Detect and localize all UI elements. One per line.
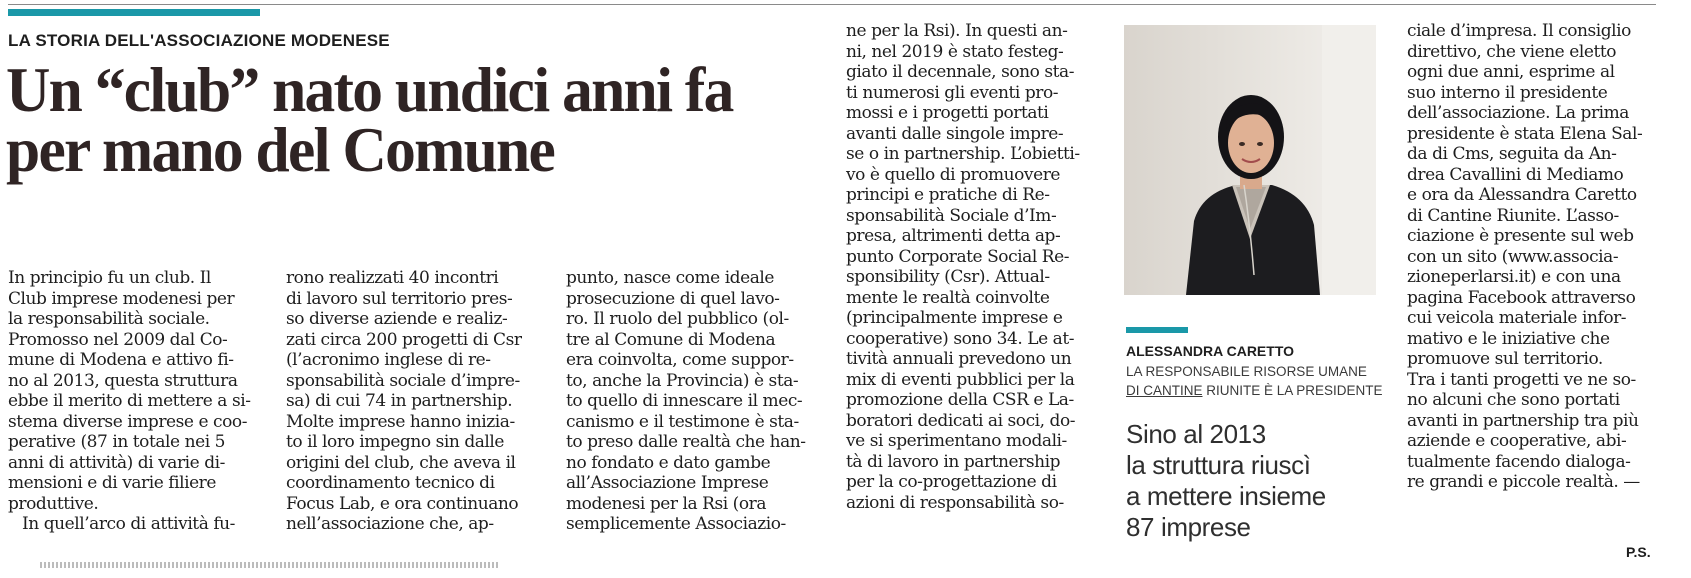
text-line: presidente è stata Elena Sal- bbox=[1407, 123, 1643, 144]
text-line: tività annuali prevedono un bbox=[846, 349, 1072, 369]
text-line: mix di eventi pubblici per la bbox=[846, 369, 1075, 390]
text-line: all’Associazione Imprese bbox=[566, 473, 769, 493]
text-line: per la co-progettazione di bbox=[846, 472, 1057, 492]
text-line: punto, nasce come ideale bbox=[566, 268, 775, 288]
text-line: to, anche la Provincia) è sta- bbox=[566, 370, 799, 391]
text-line: pagina Facebook attraverso bbox=[1407, 287, 1636, 308]
body-column-2 bbox=[286, 268, 522, 535]
text-line: tà di lavoro in partnership bbox=[846, 451, 1061, 472]
text-line: zioneperlarsi.it) e con una bbox=[1407, 267, 1621, 287]
text-line: la responsabilità sociale. bbox=[8, 309, 210, 329]
text-line: ve si sperimentano modali- bbox=[846, 431, 1067, 451]
text-line: mativo e le iniziative che bbox=[1407, 328, 1610, 349]
text-line: zati circa 200 progetti di Csr bbox=[286, 329, 522, 350]
text-line: e ora da Alessandra Caretto bbox=[1407, 185, 1637, 205]
text-line: sponsibility (Csr). Attual- bbox=[846, 267, 1050, 287]
text-line: perative (87 in totale nei 5 bbox=[8, 432, 225, 452]
article-headline bbox=[6, 54, 793, 185]
text-line: direttivo, che viene eletto bbox=[1407, 41, 1617, 62]
text-line: tre al Comune di Modena bbox=[566, 329, 776, 350]
text-line: no al 2013, questa struttura bbox=[8, 370, 238, 391]
text-line: drea Cavallini di Mediamo bbox=[1407, 164, 1624, 185]
text-line: ni, nel 2019 è stato festeg- bbox=[846, 41, 1064, 62]
text-line: to preso dalle realtà che han- bbox=[566, 432, 806, 452]
text-line: ti numerosi gli eventi pro- bbox=[846, 82, 1059, 103]
text-line: era coinvolta, come suppor- bbox=[566, 350, 794, 370]
text-line: principi e pratiche di Re- bbox=[846, 185, 1050, 205]
text-line: mune di Modena e attivo fi- bbox=[8, 350, 234, 370]
text-line: no fondato e dato gambe bbox=[566, 452, 771, 473]
text-line: re grandi e piccole realtà. — bbox=[1407, 472, 1640, 492]
article-kicker: LA STORIA DELL'ASSOCIAZIONE MODENESE bbox=[8, 31, 390, 50]
portrait-photo bbox=[1124, 25, 1376, 295]
text-line: canismo e il testimone è sta- bbox=[566, 411, 799, 432]
text-line: sponsabilità sociale d’impre- bbox=[286, 370, 520, 391]
body-column-1 bbox=[8, 268, 251, 535]
pull-quote bbox=[1126, 419, 1396, 543]
text-line: (l’acronimo inglese di re- bbox=[286, 350, 491, 370]
text-line: con un sito (www.associa- bbox=[1407, 246, 1619, 267]
text-line: Molte imprese hanno inizia- bbox=[286, 411, 515, 432]
text-line: Promosso nel 2009 dal Co- bbox=[8, 329, 228, 350]
text-line: di Cantine Riunite. L’asso- bbox=[1407, 205, 1619, 226]
text-line: ne per la Rsi). In questi an- bbox=[846, 21, 1068, 41]
text-line: avanti dalle singole impre- bbox=[846, 123, 1064, 144]
text-line: rono realizzati 40 incontri bbox=[286, 268, 499, 288]
text-line: no alcuni che sono portati bbox=[1407, 390, 1620, 410]
text-line: azioni di responsabilità so- bbox=[846, 492, 1064, 513]
text-line: to il loro impegno sin dalle bbox=[286, 432, 505, 452]
pull-quote-line-3: a mettere insieme bbox=[1126, 481, 1326, 511]
caption-line-2 bbox=[1126, 381, 1388, 400]
text-line: mensioni e di varie filiere bbox=[8, 473, 216, 493]
body-column-3 bbox=[566, 268, 806, 535]
text-line: prosecuzione di quel lavo- bbox=[566, 288, 780, 309]
text-line: cui veicola materiale infor- bbox=[1407, 308, 1627, 328]
text-line: origini del club, che aveva il bbox=[286, 452, 516, 473]
caption-underlined: DI CANTINE bbox=[1126, 383, 1203, 398]
text-line: se o in partnership. L’obietti- bbox=[846, 144, 1080, 164]
text-line: ciale d’impresa. Il consiglio bbox=[1407, 21, 1631, 41]
pull-quote-line-2: la struttura riuscì bbox=[1126, 450, 1311, 480]
text-line: presa, altrimenti detta ap- bbox=[846, 226, 1061, 246]
section-accent-bar bbox=[8, 9, 260, 16]
text-line: avanti in partnership tra più bbox=[1407, 410, 1639, 431]
text-line: ogni due anni, esprime al bbox=[1407, 62, 1615, 82]
caption-description bbox=[1126, 362, 1388, 400]
text-line: so diverse aziende e realiz- bbox=[286, 309, 508, 329]
text-line: ebbe il merito di mettere a si- bbox=[8, 391, 251, 411]
text-line: suo interno il presidente bbox=[1407, 82, 1608, 103]
text-line: In quell’arco di attività fu- bbox=[22, 514, 235, 534]
text-line: punto Corporate Social Re- bbox=[846, 246, 1070, 267]
top-rule bbox=[8, 4, 1656, 5]
text-line: aziende e cooperative, abi- bbox=[1407, 431, 1627, 451]
text-line: (principalmente imprese e bbox=[846, 308, 1063, 328]
text-line: to quello di innescare il mec- bbox=[566, 391, 803, 411]
pull-quote-line-1: Sino al 2013 bbox=[1126, 419, 1266, 449]
text-line: stema diverse imprese e coo- bbox=[8, 411, 247, 432]
text-line: Focus Lab, e ora continuano bbox=[286, 493, 519, 514]
caption-accent-bar bbox=[1126, 327, 1188, 333]
caption-line-1: LA RESPONSABILE RISORSE UMANE bbox=[1126, 364, 1367, 379]
headline-line-1: Un “club” nato undici anni fa bbox=[6, 54, 733, 125]
text-line: coordinamento tecnico di bbox=[286, 473, 495, 493]
caption-line-2-rest: RIUNITE È LA PRESIDENTE bbox=[1202, 383, 1383, 398]
text-line: promozione della CSR e La- bbox=[846, 390, 1074, 410]
text-line: dell’associazione. La prima bbox=[1407, 103, 1629, 123]
text-line: mossi e i progetti portati bbox=[846, 103, 1049, 123]
text-line: ciazione è presente sul web bbox=[1407, 226, 1634, 246]
text-line: tualmente facendo dialoga- bbox=[1407, 451, 1631, 472]
scan-artifact bbox=[40, 562, 500, 568]
body-column-5 bbox=[1407, 21, 1642, 493]
text-line: Tra i tanti progetti ve ne so- bbox=[1407, 369, 1636, 390]
body-column-4 bbox=[846, 21, 1080, 513]
text-line: Club imprese modenesi per bbox=[8, 288, 235, 309]
text-line: boratori dedicati ai soci, do- bbox=[846, 410, 1076, 431]
text-line: cooperative) sono 34. Le at- bbox=[846, 328, 1075, 349]
text-line: sa) di cui 74 in partnership. bbox=[286, 391, 513, 411]
text-line: In principio fu un club. Il bbox=[8, 268, 211, 288]
portrait-illustration bbox=[1124, 25, 1376, 295]
text-line: anni di attività) di varie di- bbox=[8, 452, 225, 473]
text-line: ro. Il ruolo del pubblico (ol- bbox=[566, 309, 789, 329]
author-signature: P.S. bbox=[1626, 544, 1651, 560]
text-line: produttive. bbox=[8, 493, 99, 514]
caption-name: ALESSANDRA CARETTO bbox=[1126, 343, 1295, 359]
text-line: modenesi per la Rsi (ora bbox=[566, 493, 767, 514]
text-line: da di Cms, seguita da An- bbox=[1407, 144, 1617, 164]
text-line: promuove sul territorio. bbox=[1407, 349, 1603, 369]
text-line: sponsabilità Sociale d’Im- bbox=[846, 205, 1057, 226]
text-line: giato il decennale, sono sta- bbox=[846, 62, 1074, 82]
text-line: vo è quello di promuovere bbox=[846, 164, 1060, 185]
pull-quote-line-4: 87 imprese bbox=[1126, 512, 1251, 542]
text-line: nell’associazione che, ap- bbox=[286, 514, 494, 534]
text-line: semplicemente Associazio- bbox=[566, 514, 786, 534]
text-line: mente le realtà coinvolte bbox=[846, 287, 1050, 308]
text-line: di lavoro sul territorio pres- bbox=[286, 288, 513, 309]
headline-line-2: per mano del Comune bbox=[6, 114, 555, 185]
